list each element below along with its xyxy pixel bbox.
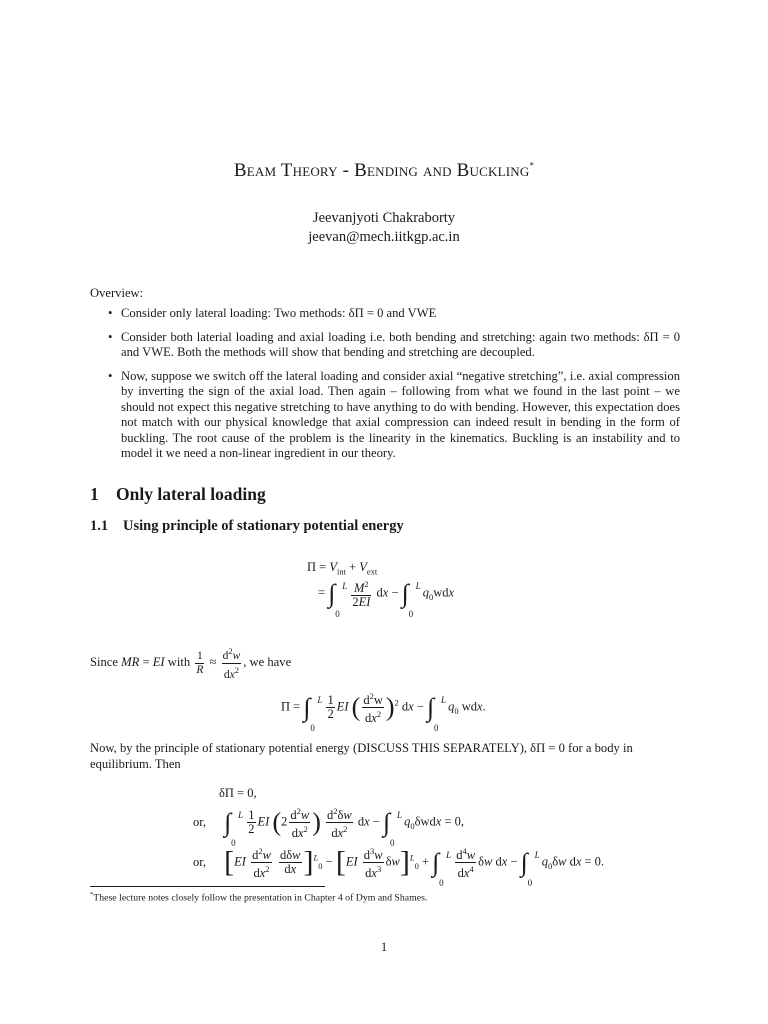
author-email: jeevan@mech.iitkgp.ac.in (308, 229, 460, 245)
subsection-heading: 1.1 Using principle of stationary potential energy (90, 518, 404, 534)
list-item: • Consider both laterial loading and axial loading i.e. both bending and stretching: again two methods: δΠ = 0 and VWE. Both the methods will show that bending and stretching are decoupled. (108, 329, 680, 359)
overview-label: Overview: (90, 286, 144, 300)
overview-list (90, 306, 680, 470)
curvature-statement: Since MR = EI with $\frac{1}{R}$ ≈ $\frac{d^2w}{dx^2}$ , we have (90, 646, 292, 681)
footnote: *These lecture notes closely follow the presentation in Chapter 4 of Dym and Shames. (90, 891, 428, 904)
page-title: Beam Theory - Bending and Buckling* (233, 160, 535, 181)
section-heading: 1 Only lateral loading (90, 484, 266, 504)
principle-paragraph: Now, by the principle of stationary potential energy (DISCUSS THIS SEPARATELY), δΠ = 0 for a body in equilibrium. Then (90, 741, 633, 771)
equation-potential-expanded: = ∫ L 0 $\frac{M^2}{2EI}$ dx − ∫ L 0 $q_0wdx$ (318, 578, 455, 619)
author-name: Jeevanjyoti Chakraborty (312, 210, 456, 226)
equation-variation-step1: or, ∫ L 0 $\frac{1}{2}$ EI (2 $\frac{d^2w}{dx^2}$ ) $\frac{d^2\delta w}{dx^2}$ dx − ∫ L 0 $q_0\delta wdx = 0$, (193, 806, 465, 848)
equation-potential: $\Pi = V_{int} + V_{ext}$ (307, 560, 378, 577)
equation-potential-in-w: Π = ∫ L 0 $\frac{1}{2}$ EI ( $\frac{d^2w}{dx^2}$ )$^2$ dx − ∫ L 0 $q_0$ wdx. (281, 691, 486, 733)
page-number: 1 (380, 940, 388, 954)
footnote-rule (90, 886, 325, 887)
equation-variation-zero: δΠ = 0, (219, 786, 257, 800)
list-item: • Consider only lateral loading: Two methods: δΠ = 0 and VWE (108, 306, 437, 320)
equation-variation-step2: or, [EI $\frac{d^2w}{dx^2}$ $\frac{\text{dδw}}{dx}$ ]$^L_0$ − [EI $\frac{d^3w}{dx^3}$ δw]$^L_0$ + ∫ L 0 $\frac{d^4w}{dx^4}$ δw dx − ∫ L 0 $q_0\delta w$ dx = 0. (193, 845, 605, 888)
list-item: • Now, suppose we switch off the lateral loading and consider axial “negative stretching”, i.e. axial compression by inverting the sign of the axial load. Then again – following from what we found in the last point – we should not expect this negative stretching to have anything to do with bending. However, this expectation does not match with our physical knowledge that axial compression can indeed result in bending in the form of buckling. The root cause of the problem is the linearity in the kinematics. Buckling is an instability and to model it we need a non-linear ingredient in our theory. (108, 368, 680, 460)
